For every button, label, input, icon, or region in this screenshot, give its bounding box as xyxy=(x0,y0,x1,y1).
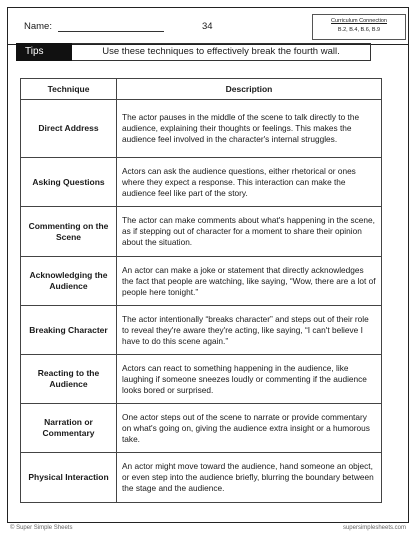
column-header-description: Description xyxy=(117,79,382,100)
footer-website: supersimplesheets.com xyxy=(342,525,406,531)
technique-description: An actor might move toward the audience, hand someone an object, or even step into the audience briefly, blurring the boundary between the stage and the audience. xyxy=(117,453,382,503)
curriculum-codes: B.2, B.4, B.6, B.9 xyxy=(337,27,381,33)
curriculum-connection-box xyxy=(312,14,406,40)
page-number: 34 xyxy=(202,21,213,32)
technique-name: Breaking Character xyxy=(21,306,117,355)
table-row xyxy=(21,207,382,257)
technique-description: The actor pauses in the middle of the scene to talk directly to the audience, explaining their thoughts or feelings. This makes the audience feel involved in the character's internal struggles. xyxy=(117,100,382,158)
technique-name: Direct Address xyxy=(21,100,117,158)
techniques-table xyxy=(20,78,382,503)
technique-name: Reacting to the Audience xyxy=(21,355,117,404)
name-field-line[interactable] xyxy=(58,31,164,32)
technique-name: Narration or Commentary xyxy=(21,404,117,453)
curriculum-connection-title: Curriculum Connection xyxy=(331,18,387,24)
technique-description: Actors can ask the audience questions, either rhetorical or ones where they expect a response. This interaction can make the audience feel like part of the story. xyxy=(117,158,382,207)
technique-name: Acknowledging the Audience xyxy=(21,257,117,306)
technique-description: Actors can react to something happening in the audience, like laughing if someone sneezes loudly or commenting if the audience looks bored or surprised. xyxy=(117,355,382,404)
technique-description: An actor can make a joke or statement that directly acknowledges the fact that people are watching, like saying, “Wow, there are a lot of people here tonight.” xyxy=(117,257,382,306)
technique-description: The actor intentionally “breaks character” and steps out of their role to reveal they're aware they're acting, like saying, “I can't believe I have to do this scene again.” xyxy=(117,306,382,355)
table-header-row xyxy=(21,79,382,100)
name-label: Name: xyxy=(24,21,52,32)
technique-description: One actor steps out of the scene to narrate or provide commentary on what's going on, giving the audience extra insight or a humorous take. xyxy=(117,404,382,453)
technique-name: Commenting on the Scene xyxy=(21,207,117,257)
table-row xyxy=(21,100,382,158)
tips-bar xyxy=(16,43,371,61)
table-row xyxy=(21,257,382,306)
table-row xyxy=(21,404,382,453)
technique-description: The actor can make comments about what's happening in the scene, as if stepping out of character for a moment to share their opinion about the situation. xyxy=(117,207,382,257)
technique-name: Asking Questions xyxy=(21,158,117,207)
tips-instruction: Use these techniques to effectively break the fourth wall. xyxy=(72,43,371,61)
worksheet-header xyxy=(8,8,408,44)
footer-copyright: © Super Simple Sheets xyxy=(10,525,73,531)
tips-label: Tips xyxy=(16,43,72,61)
table-row xyxy=(21,453,382,503)
table-row xyxy=(21,306,382,355)
table-row xyxy=(21,158,382,207)
technique-name: Physical Interaction xyxy=(21,453,117,503)
column-header-technique: Technique xyxy=(21,79,117,100)
table-row xyxy=(21,355,382,404)
